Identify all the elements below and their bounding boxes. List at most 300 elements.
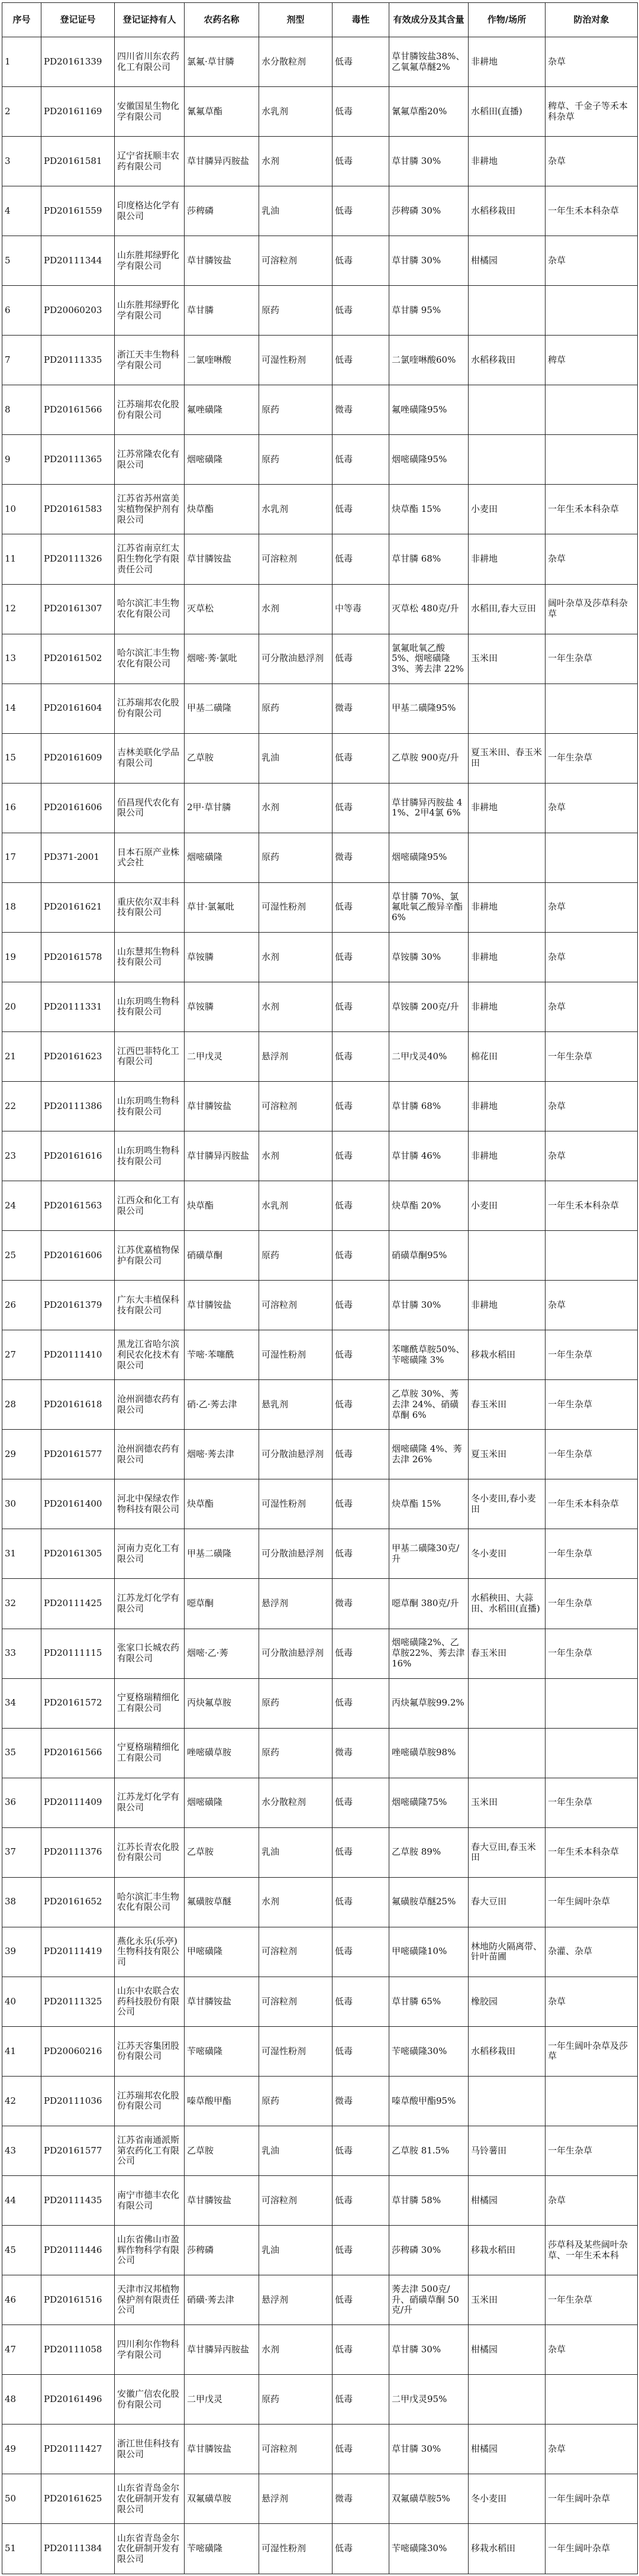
cell-registration-number: PD20111335 bbox=[41, 336, 115, 385]
cell-formulation: 乳油 bbox=[259, 733, 333, 783]
table-body bbox=[2, 37, 638, 2574]
cell-active-ingredient: 草甘膦 58% bbox=[389, 2176, 469, 2226]
cell-target: 一年生禾本科杂草 bbox=[546, 1479, 638, 1529]
table-row bbox=[2, 2474, 638, 2524]
cell-holder: 山东省青岛金尔农化研制开发有限公司 bbox=[115, 2474, 185, 2524]
cell-formulation: 可溶粒剂 bbox=[259, 1281, 333, 1330]
cell-registration-number: PD20161379 bbox=[41, 1281, 115, 1330]
table-row bbox=[2, 1131, 638, 1181]
table-row bbox=[2, 634, 638, 684]
cell-pesticide-name: 草铵膦 bbox=[185, 982, 259, 1031]
cell-active-ingredient: 苄嘧磺隆30% bbox=[389, 2026, 469, 2076]
header-formulation: 剂型 bbox=[259, 3, 333, 37]
cell-index: 20 bbox=[2, 982, 41, 1031]
cell-index: 10 bbox=[2, 485, 41, 534]
cell-crop-site: 小麦田 bbox=[469, 1181, 546, 1231]
cell-target bbox=[546, 1728, 638, 1778]
cell-active-ingredient: 噁草酮 380克/升 bbox=[389, 1579, 469, 1629]
cell-pesticide-name: 苄嘧·苯噻酰 bbox=[185, 1330, 259, 1380]
table-row bbox=[2, 336, 638, 385]
cell-holder: 张家口长城农药有限公司 bbox=[115, 1629, 185, 1678]
cell-index: 24 bbox=[2, 1181, 41, 1231]
cell-active-ingredient: 草甘膦铵盐38%、乙氧氟草醚2% bbox=[389, 37, 469, 87]
table-row bbox=[2, 2275, 638, 2325]
cell-crop-site: 柑橘园 bbox=[469, 2176, 546, 2226]
cell-crop-site bbox=[469, 286, 546, 336]
table-row bbox=[2, 684, 638, 733]
cell-toxicity: 低毒 bbox=[333, 2524, 389, 2574]
header-crop-site: 作物/场所 bbox=[469, 3, 546, 37]
cell-index: 27 bbox=[2, 1330, 41, 1380]
cell-index: 12 bbox=[2, 584, 41, 634]
cell-target: 杂草 bbox=[546, 1281, 638, 1330]
cell-toxicity: 低毒 bbox=[333, 1678, 389, 1728]
cell-active-ingredient: 唑嘧磺草胺98% bbox=[389, 1728, 469, 1778]
cell-holder: 山东中农联合农药科技股份有限公司 bbox=[115, 1977, 185, 2026]
cell-pesticide-name: 草甘膦异丙胺盐 bbox=[185, 137, 259, 186]
cell-index: 21 bbox=[2, 1031, 41, 1081]
cell-index: 23 bbox=[2, 1131, 41, 1181]
cell-pesticide-name: 双氟磺草胺 bbox=[185, 2474, 259, 2524]
cell-pesticide-name: 硝磺草酮 bbox=[185, 1231, 259, 1281]
table-row bbox=[2, 1380, 638, 1430]
cell-crop-site bbox=[469, 435, 546, 485]
cell-crop-site: 水稻秧田、大蒜田、水稻田(直播) bbox=[469, 1579, 546, 1629]
cell-formulation: 可溶粒剂 bbox=[259, 2176, 333, 2226]
cell-index: 29 bbox=[2, 1430, 41, 1479]
cell-formulation: 悬乳剂 bbox=[259, 1380, 333, 1430]
cell-index: 38 bbox=[2, 1877, 41, 1927]
cell-index: 31 bbox=[2, 1529, 41, 1579]
cell-active-ingredient: 烟嘧磺隆2%、乙草胺22%、莠去津 16% bbox=[389, 1629, 469, 1678]
cell-formulation: 水乳剂 bbox=[259, 1181, 333, 1231]
cell-registration-number: PD20111344 bbox=[41, 236, 115, 286]
cell-pesticide-name: 苄嘧磺隆 bbox=[185, 2026, 259, 2076]
cell-toxicity: 低毒 bbox=[333, 485, 389, 534]
cell-holder: 哈尔滨汇丰生物农化有限公司 bbox=[115, 1877, 185, 1927]
cell-active-ingredient: 丙炔氟草胺99.2% bbox=[389, 1678, 469, 1728]
cell-pesticide-name: 莎稗磷 bbox=[185, 2226, 259, 2275]
cell-crop-site: 移栽水稻田 bbox=[469, 2226, 546, 2275]
cell-holder: 江苏瑞邦农化股份有限公司 bbox=[115, 2076, 185, 2126]
cell-toxicity: 低毒 bbox=[333, 1529, 389, 1579]
cell-holder: 山东省佛山市盈辉作物科学有限公司 bbox=[115, 2226, 185, 2275]
cell-pesticide-name: 草甘膦铵盐 bbox=[185, 2425, 259, 2474]
cell-crop-site: 棉花田 bbox=[469, 1031, 546, 1081]
cell-index: 13 bbox=[2, 634, 41, 684]
table-row bbox=[2, 2126, 638, 2175]
cell-target: 杂草 bbox=[546, 2176, 638, 2226]
cell-active-ingredient: 烟嘧磺隆 4%、莠去津 26% bbox=[389, 1430, 469, 1479]
cell-formulation: 水剂 bbox=[259, 2325, 333, 2375]
cell-target bbox=[546, 2076, 638, 2126]
cell-index: 37 bbox=[2, 1827, 41, 1877]
cell-active-ingredient: 莎稗磷 30% bbox=[389, 2226, 469, 2275]
cell-pesticide-name: 硝·乙·莠去津 bbox=[185, 1380, 259, 1430]
cell-formulation: 可湿性粉剂 bbox=[259, 1479, 333, 1529]
cell-registration-number: PD20161339 bbox=[41, 37, 115, 87]
cell-registration-number: PD20161621 bbox=[41, 882, 115, 932]
cell-index: 26 bbox=[2, 1281, 41, 1330]
table-row bbox=[2, 982, 638, 1031]
table-row bbox=[2, 2425, 638, 2474]
cell-pesticide-name: 草甘·氯氟吡 bbox=[185, 882, 259, 932]
table-row bbox=[2, 783, 638, 833]
table-row bbox=[2, 485, 638, 534]
cell-crop-site: 冬小麦田,春小麦田 bbox=[469, 1479, 546, 1529]
cell-index: 6 bbox=[2, 286, 41, 336]
header-target: 防治对象 bbox=[546, 3, 638, 37]
cell-crop-site: 移栽水稻田 bbox=[469, 1330, 546, 1380]
cell-target bbox=[546, 1678, 638, 1728]
cell-holder: 江苏龙灯化学有限公司 bbox=[115, 1778, 185, 1827]
header-toxicity: 毒性 bbox=[333, 3, 389, 37]
cell-active-ingredient: 乙草胺 81.5% bbox=[389, 2126, 469, 2175]
cell-toxicity: 低毒 bbox=[333, 882, 389, 932]
cell-holder: 山东胜邦绿野化学有限公司 bbox=[115, 236, 185, 286]
cell-crop-site bbox=[469, 1231, 546, 1281]
cell-holder: 黑龙江省哈尔滨利民农化技术有限公司 bbox=[115, 1330, 185, 1380]
cell-pesticide-name: 氰氟草酯 bbox=[185, 87, 259, 137]
cell-target: 一年生阔叶杂草 bbox=[546, 2474, 638, 2524]
cell-target: 莎草科及某些阔叶杂草、一年生禾本科 bbox=[546, 2226, 638, 2275]
cell-target: 一年生禾本科杂草 bbox=[546, 1827, 638, 1877]
table-row bbox=[2, 882, 638, 932]
cell-holder: 天津市汉邦植物保护剂有限责任公司 bbox=[115, 2275, 185, 2325]
cell-active-ingredient: 草甘膦 30% bbox=[389, 2425, 469, 2474]
cell-toxicity: 低毒 bbox=[333, 1977, 389, 2026]
cell-registration-number: PD20161566 bbox=[41, 1728, 115, 1778]
cell-target bbox=[546, 833, 638, 882]
cell-registration-number: PD20161577 bbox=[41, 2126, 115, 2175]
cell-target: 杂草 bbox=[546, 882, 638, 932]
cell-target: 一年生杂草 bbox=[546, 1778, 638, 1827]
cell-target: 一年生杂草 bbox=[546, 733, 638, 783]
cell-target: 阔叶杂草及莎草科杂草 bbox=[546, 584, 638, 634]
cell-index: 16 bbox=[2, 783, 41, 833]
cell-index: 46 bbox=[2, 2275, 41, 2325]
cell-active-ingredient: 双氟磺草胺5% bbox=[389, 2474, 469, 2524]
cell-holder: 浙江天丰生物科学有限公司 bbox=[115, 336, 185, 385]
cell-target: 杂草 bbox=[546, 1977, 638, 2026]
cell-pesticide-name: 噁草酮 bbox=[185, 1579, 259, 1629]
cell-active-ingredient: 炔草酯 15% bbox=[389, 485, 469, 534]
cell-crop-site: 非耕地 bbox=[469, 932, 546, 982]
cell-crop-site: 夏玉米田、春玉米田 bbox=[469, 733, 546, 783]
cell-formulation: 水剂 bbox=[259, 137, 333, 186]
table-row bbox=[2, 733, 638, 783]
cell-pesticide-name: 氟唑磺隆 bbox=[185, 385, 259, 435]
cell-holder: 山东省青岛金尔农化研制开发有限公司 bbox=[115, 2524, 185, 2574]
table-row bbox=[2, 286, 638, 336]
cell-target bbox=[546, 435, 638, 485]
cell-registration-number: PD20111409 bbox=[41, 1778, 115, 1827]
cell-formulation: 原药 bbox=[259, 286, 333, 336]
cell-toxicity: 微毒 bbox=[333, 1728, 389, 1778]
cell-holder: 宁夏格瑞精细化工有限公司 bbox=[115, 1678, 185, 1728]
cell-holder: 哈尔滨汇丰生物农化有限公司 bbox=[115, 584, 185, 634]
cell-active-ingredient: 二氯喹啉酸60% bbox=[389, 336, 469, 385]
cell-index: 22 bbox=[2, 1081, 41, 1131]
cell-formulation: 乳油 bbox=[259, 2226, 333, 2275]
cell-toxicity: 低毒 bbox=[333, 2026, 389, 2076]
cell-pesticide-name: 烟嘧·莠去津 bbox=[185, 1430, 259, 1479]
cell-holder: 日本石原产业株式会社 bbox=[115, 833, 185, 882]
cell-target: 一年生杂草 bbox=[546, 1380, 638, 1430]
cell-target: 一年生杂草 bbox=[546, 2275, 638, 2325]
cell-formulation: 原药 bbox=[259, 684, 333, 733]
table-row bbox=[2, 932, 638, 982]
cell-active-ingredient: 草甘膦 46% bbox=[389, 1131, 469, 1181]
cell-active-ingredient: 莠去津 500克/升、硝磺草酮 50克/升 bbox=[389, 2275, 469, 2325]
cell-crop-site: 玉米田 bbox=[469, 2275, 546, 2325]
cell-registration-number: PD20161606 bbox=[41, 1231, 115, 1281]
table-row bbox=[2, 1479, 638, 1529]
cell-registration-number: PD20060203 bbox=[41, 286, 115, 336]
cell-formulation: 悬浮剂 bbox=[259, 1031, 333, 1081]
cell-registration-number: PD20161577 bbox=[41, 1430, 115, 1479]
cell-registration-number: PD20111446 bbox=[41, 2226, 115, 2275]
cell-toxicity: 低毒 bbox=[333, 2226, 389, 2275]
table-row bbox=[2, 1529, 638, 1579]
cell-holder: 江苏常隆农化有限公司 bbox=[115, 435, 185, 485]
cell-crop-site bbox=[469, 833, 546, 882]
cell-holder: 江苏瑞邦农化股份有限公司 bbox=[115, 684, 185, 733]
cell-formulation: 可溶粒剂 bbox=[259, 236, 333, 286]
cell-index: 49 bbox=[2, 2425, 41, 2474]
cell-active-ingredient: 草甘膦 95% bbox=[389, 286, 469, 336]
cell-registration-number: PD20161618 bbox=[41, 1380, 115, 1430]
cell-formulation: 悬浮剂 bbox=[259, 2474, 333, 2524]
cell-registration-number: PD20161578 bbox=[41, 932, 115, 982]
cell-crop-site: 水稻移栽田 bbox=[469, 186, 546, 236]
cell-holder: 江苏省南京红太阳生物化学有限责任公司 bbox=[115, 534, 185, 584]
header-row bbox=[2, 3, 638, 37]
cell-target: 一年生阔叶杂草 bbox=[546, 2524, 638, 2574]
cell-registration-number: PD20111410 bbox=[41, 1330, 115, 1380]
table-row bbox=[2, 2076, 638, 2126]
table-row bbox=[2, 186, 638, 236]
cell-active-ingredient: 氟磺胺草醚25% bbox=[389, 1877, 469, 1927]
cell-index: 3 bbox=[2, 137, 41, 186]
cell-toxicity: 低毒 bbox=[333, 87, 389, 137]
table-row bbox=[2, 2176, 638, 2226]
cell-active-ingredient: 炔草酯 20% bbox=[389, 1181, 469, 1231]
cell-active-ingredient: 氯氟吡氧乙酸 5%、烟嘧磺隆 3%、莠去津 22% bbox=[389, 634, 469, 684]
cell-index: 50 bbox=[2, 2474, 41, 2524]
cell-pesticide-name: 炔草酯 bbox=[185, 1479, 259, 1529]
cell-holder: 重庆依尔双丰科技有限公司 bbox=[115, 882, 185, 932]
cell-index: 7 bbox=[2, 336, 41, 385]
table-row bbox=[2, 1081, 638, 1131]
cell-formulation: 原药 bbox=[259, 1678, 333, 1728]
cell-toxicity: 低毒 bbox=[333, 982, 389, 1031]
cell-crop-site: 非耕地 bbox=[469, 982, 546, 1031]
table-header bbox=[2, 3, 638, 37]
cell-toxicity: 低毒 bbox=[333, 932, 389, 982]
cell-formulation: 原药 bbox=[259, 2375, 333, 2425]
cell-target: 一年生杂草 bbox=[546, 1031, 638, 1081]
cell-pesticide-name: 甲基二磺隆 bbox=[185, 1529, 259, 1579]
cell-registration-number: PD20111384 bbox=[41, 2524, 115, 2574]
cell-index: 51 bbox=[2, 2524, 41, 2574]
cell-crop-site: 水稻移栽田 bbox=[469, 336, 546, 385]
cell-target: 一年生杂草 bbox=[546, 1579, 638, 1629]
table-row bbox=[2, 2026, 638, 2076]
cell-crop-site: 小麦田 bbox=[469, 485, 546, 534]
cell-pesticide-name: 苄嘧磺隆 bbox=[185, 2524, 259, 2574]
cell-pesticide-name: 氟磺胺草醚 bbox=[185, 1877, 259, 1927]
cell-formulation: 可湿性粉剂 bbox=[259, 336, 333, 385]
cell-holder: 江苏长青农化股份有限公司 bbox=[115, 1827, 185, 1877]
cell-holder: 沧州润德农药有限公司 bbox=[115, 1430, 185, 1479]
cell-formulation: 可分散油悬浮剂 bbox=[259, 1430, 333, 1479]
table-row bbox=[2, 385, 638, 435]
cell-formulation: 原药 bbox=[259, 1728, 333, 1778]
header-active-ingredient: 有效成分及其含量 bbox=[389, 3, 469, 37]
cell-target: 一年生杂草 bbox=[546, 1330, 638, 1380]
table-row bbox=[2, 1430, 638, 1479]
cell-index: 43 bbox=[2, 2126, 41, 2175]
cell-toxicity: 微毒 bbox=[333, 684, 389, 733]
cell-toxicity: 低毒 bbox=[333, 2375, 389, 2425]
cell-toxicity: 中等毒 bbox=[333, 584, 389, 634]
cell-crop-site: 柑橘园 bbox=[469, 2325, 546, 2375]
cell-target: 杂草 bbox=[546, 2325, 638, 2375]
cell-pesticide-name: 烟嘧磺隆 bbox=[185, 1778, 259, 1827]
cell-target bbox=[546, 1231, 638, 1281]
cell-active-ingredient: 草甘膦 30% bbox=[389, 2325, 469, 2375]
cell-crop-site bbox=[469, 1678, 546, 1728]
cell-formulation: 悬浮剂 bbox=[259, 1579, 333, 1629]
cell-pesticide-name: 烟嘧磺隆 bbox=[185, 833, 259, 882]
cell-active-ingredient: 烟嘧磺隆95% bbox=[389, 833, 469, 882]
cell-active-ingredient: 氟唑磺隆95% bbox=[389, 385, 469, 435]
cell-crop-site: 春玉米田 bbox=[469, 1629, 546, 1678]
cell-registration-number: PD20111325 bbox=[41, 1977, 115, 2026]
table-row bbox=[2, 37, 638, 87]
cell-pesticide-name: 二甲戊灵 bbox=[185, 2375, 259, 2425]
cell-index: 15 bbox=[2, 733, 41, 783]
cell-holder: 宁夏格瑞精细化工有限公司 bbox=[115, 1728, 185, 1778]
table-row bbox=[2, 1977, 638, 2026]
cell-crop-site: 春玉米田 bbox=[469, 1380, 546, 1430]
table-row bbox=[2, 1330, 638, 1380]
cell-registration-number: PD20161606 bbox=[41, 783, 115, 833]
cell-target: 杂草 bbox=[546, 534, 638, 584]
cell-target: 一年生杂草 bbox=[546, 1629, 638, 1678]
cell-holder: 山东玥鸣生物科技有限公司 bbox=[115, 1081, 185, 1131]
cell-active-ingredient: 草甘膦 68% bbox=[389, 534, 469, 584]
cell-target: 一年生禾本科杂草 bbox=[546, 485, 638, 534]
table-row bbox=[2, 236, 638, 286]
cell-formulation: 水分散粒剂 bbox=[259, 1778, 333, 1827]
cell-target: 一年生杂草 bbox=[546, 634, 638, 684]
cell-crop-site: 玉米田 bbox=[469, 634, 546, 684]
cell-index: 28 bbox=[2, 1380, 41, 1430]
cell-crop-site bbox=[469, 684, 546, 733]
cell-formulation: 乳油 bbox=[259, 186, 333, 236]
cell-index: 47 bbox=[2, 2325, 41, 2375]
cell-active-ingredient: 烟嘧磺隆75% bbox=[389, 1778, 469, 1827]
cell-crop-site: 移栽水稻田 bbox=[469, 2524, 546, 2574]
header-pesticide-name: 农药名称 bbox=[185, 3, 259, 37]
cell-target: 杂草 bbox=[546, 2425, 638, 2474]
cell-target: 稗草 bbox=[546, 336, 638, 385]
cell-index: 2 bbox=[2, 87, 41, 137]
cell-pesticide-name: 烟嘧·莠·氯吡 bbox=[185, 634, 259, 684]
cell-formulation: 水剂 bbox=[259, 584, 333, 634]
cell-registration-number: PD20060216 bbox=[41, 2026, 115, 2076]
cell-pesticide-name: 草铵膦 bbox=[185, 932, 259, 982]
cell-target: 一年生杂草 bbox=[546, 2126, 638, 2175]
cell-formulation: 可分散油悬浮剂 bbox=[259, 634, 333, 684]
cell-holder: 江苏优嘉植物保护有限公司 bbox=[115, 1231, 185, 1281]
cell-formulation: 水分散粒剂 bbox=[259, 37, 333, 87]
cell-active-ingredient: 草甘膦 68% bbox=[389, 1081, 469, 1131]
cell-active-ingredient: 草铵膦 200克/升 bbox=[389, 982, 469, 1031]
table-row bbox=[2, 87, 638, 137]
cell-registration-number: PD20111058 bbox=[41, 2325, 115, 2375]
cell-registration-number: PD20111115 bbox=[41, 1629, 115, 1678]
cell-holder: 山东慧邦生物科技有限公司 bbox=[115, 932, 185, 982]
table-row bbox=[2, 1877, 638, 1927]
cell-registration-number: PD20111427 bbox=[41, 2425, 115, 2474]
cell-toxicity: 低毒 bbox=[333, 634, 389, 684]
cell-index: 41 bbox=[2, 2026, 41, 2076]
cell-pesticide-name: 草甘膦铵盐 bbox=[185, 1977, 259, 2026]
cell-active-ingredient: 草甘膦异丙胺盐 41%、2甲4氯 6% bbox=[389, 783, 469, 833]
cell-holder: 江苏省苏州富美实植物保护剂有限公司 bbox=[115, 485, 185, 534]
table-row bbox=[2, 1827, 638, 1877]
cell-toxicity: 低毒 bbox=[333, 2126, 389, 2175]
cell-toxicity: 低毒 bbox=[333, 286, 389, 336]
cell-registration-number: PD20161623 bbox=[41, 1031, 115, 1081]
cell-holder: 江苏天容集团股份有限公司 bbox=[115, 2026, 185, 2076]
cell-holder: 河北中保绿农作物科技有限公司 bbox=[115, 1479, 185, 1529]
cell-crop-site: 冬小麦田 bbox=[469, 1529, 546, 1579]
cell-holder: 安徽国星生物化学有限公司 bbox=[115, 87, 185, 137]
cell-toxicity: 低毒 bbox=[333, 1131, 389, 1181]
cell-holder: 江西众和化工有限公司 bbox=[115, 1181, 185, 1231]
cell-index: 40 bbox=[2, 1977, 41, 2026]
cell-toxicity: 微毒 bbox=[333, 2076, 389, 2126]
cell-formulation: 可溶粒剂 bbox=[259, 2425, 333, 2474]
cell-index: 17 bbox=[2, 833, 41, 882]
table-row bbox=[2, 1629, 638, 1678]
cell-crop-site: 林地防火隔离带、针叶苗圃 bbox=[469, 1927, 546, 1977]
cell-index: 14 bbox=[2, 684, 41, 733]
cell-target: 杂草 bbox=[546, 1081, 638, 1131]
table-row bbox=[2, 534, 638, 584]
cell-pesticide-name: 灭草松 bbox=[185, 584, 259, 634]
table-row bbox=[2, 137, 638, 186]
cell-toxicity: 微毒 bbox=[333, 2474, 389, 2524]
cell-pesticide-name: 草甘膦铵盐 bbox=[185, 1081, 259, 1131]
cell-active-ingredient: 氰氟草酯20% bbox=[389, 87, 469, 137]
table-row bbox=[2, 833, 638, 882]
cell-index: 42 bbox=[2, 2076, 41, 2126]
cell-registration-number: PD20111386 bbox=[41, 1081, 115, 1131]
table-row bbox=[2, 435, 638, 485]
cell-formulation: 可溶粒剂 bbox=[259, 534, 333, 584]
cell-active-ingredient: 二甲戊灵95% bbox=[389, 2375, 469, 2425]
cell-pesticide-name: 氯氟·草甘膦 bbox=[185, 37, 259, 87]
cell-pesticide-name: 乙草胺 bbox=[185, 2126, 259, 2175]
cell-crop-site: 非耕地 bbox=[469, 1131, 546, 1181]
cell-formulation: 水乳剂 bbox=[259, 485, 333, 534]
cell-holder: 江苏省南通派斯第农药化工有限公司 bbox=[115, 2126, 185, 2175]
